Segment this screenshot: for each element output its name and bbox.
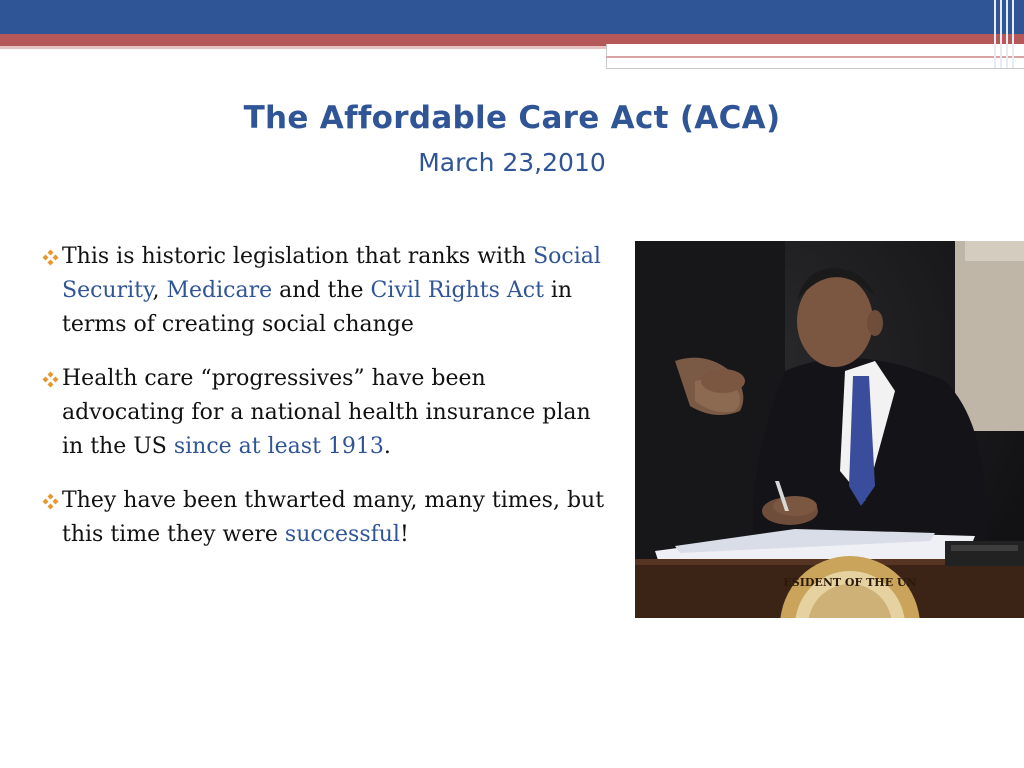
photo-illustration: [635, 241, 1024, 618]
slide-subtitle: March 23,2010: [418, 148, 606, 177]
bullet-item: [42, 362, 610, 464]
bullet-list: [42, 240, 610, 572]
highlight-civil-rights-act: Civil Rights Act: [370, 278, 544, 303]
bullet-text: in terms of creating social change: [62, 278, 573, 337]
diamond-bullet-icon: [42, 371, 59, 388]
diamond-bullet-icon: [42, 493, 59, 510]
seal-text: ESIDENT OF THE UN: [783, 576, 917, 589]
bullet-item: [42, 484, 610, 552]
bullet-text: .: [383, 434, 391, 459]
bullet-text: This is historic legislation that ranks with: [62, 244, 534, 269]
bullet-text: They have been thwarted many, many times, but this time they were: [62, 488, 605, 547]
highlight-since-1913: since at least 1913: [173, 434, 384, 459]
bullet-text: !: [399, 522, 409, 547]
slide-title: The Affordable Care Act (ACA): [243, 100, 781, 136]
diamond-bullet-icon: [42, 249, 59, 266]
header-stripe: [1006, 0, 1008, 68]
header-stripe: [1012, 0, 1014, 68]
bullet-text: ,: [152, 278, 167, 303]
header-stripe: [1000, 0, 1002, 68]
highlight-social-security: Social Security: [62, 244, 601, 303]
header-tab-line: [606, 56, 1024, 58]
bullet-item: [42, 240, 610, 342]
bullet-text: Health care “progressives” have been advocating for a national health insurance plan in the US: [62, 366, 591, 459]
highlight-medicare: Medicare: [166, 278, 273, 303]
bullet-text: and the: [272, 278, 371, 303]
signing-photo: [635, 241, 1024, 618]
highlight-successful: successful: [284, 522, 400, 547]
header-blue-bar: [0, 0, 1024, 34]
header-stripe: [994, 0, 996, 68]
